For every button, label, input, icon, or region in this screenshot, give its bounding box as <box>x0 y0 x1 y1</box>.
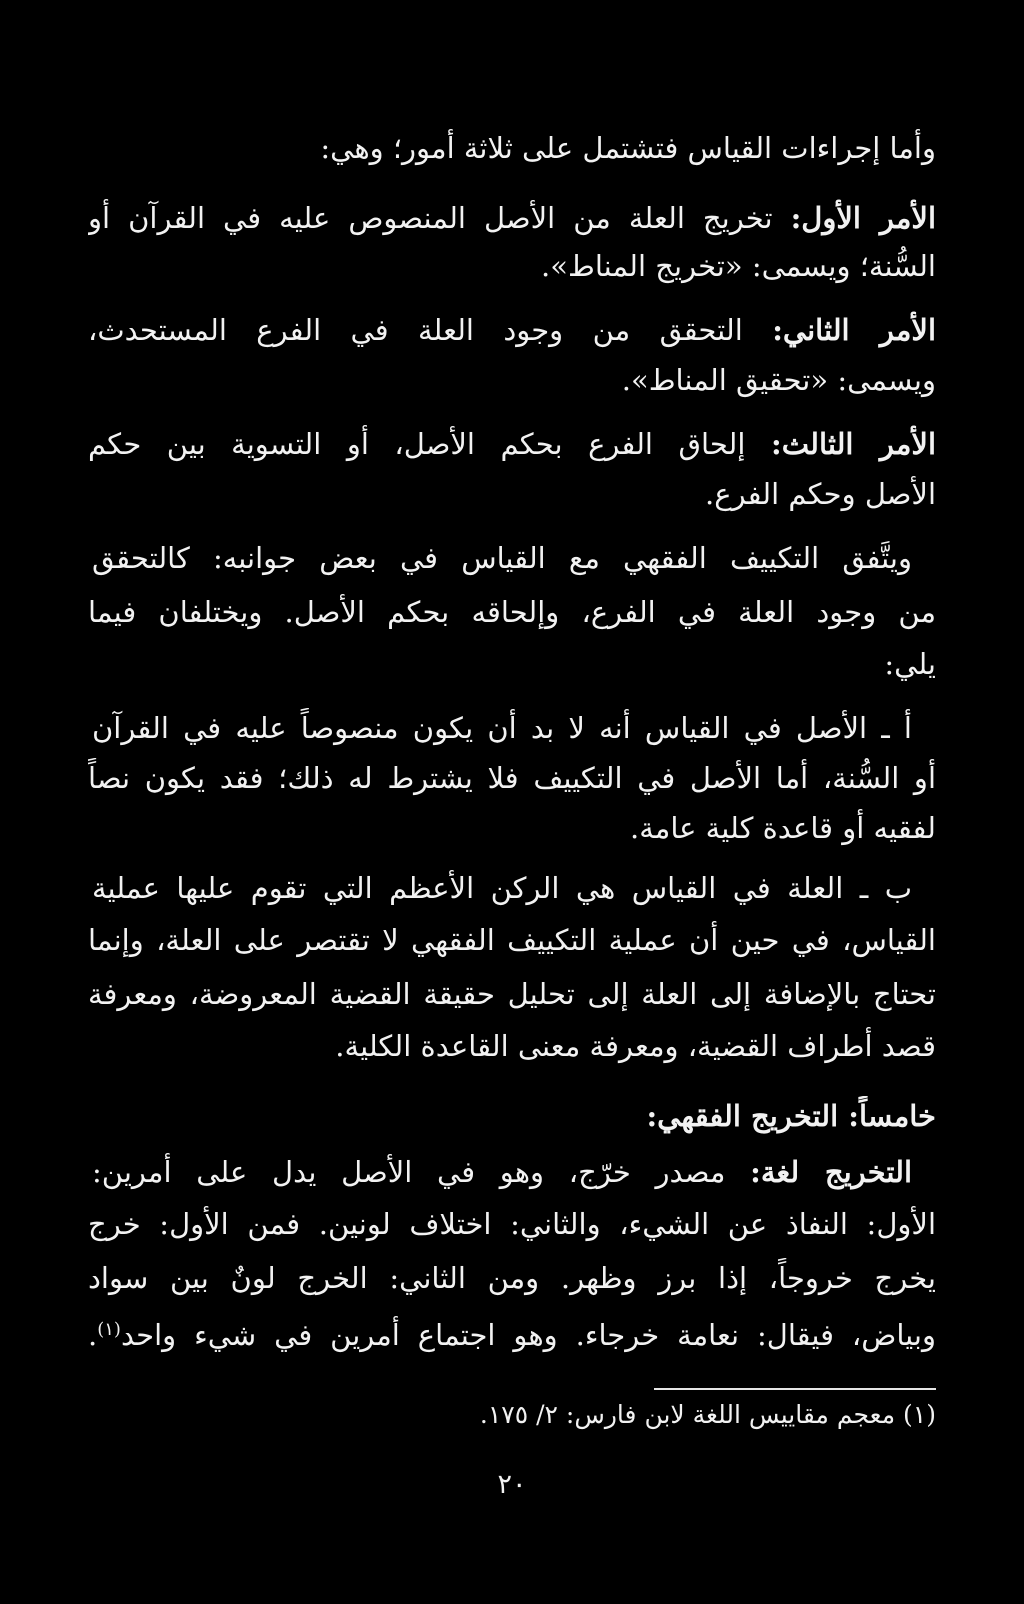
second-matter-line-1 <box>88 310 936 350</box>
third-matter-line-2: الأصل وحكم الفرع. <box>705 477 936 511</box>
definition-label: التخريج لغة: <box>750 1155 912 1189</box>
item-a-line: أو السُّنة، أما الأصل في التكييف فلا يشترط له ذلك؛ فقد يكون نصاً <box>88 761 936 795</box>
footnote-separator <box>654 1388 936 1390</box>
third-matter-label: الأمر الثالث: <box>770 427 936 461</box>
paragraph-line: من وجود العلة في الفرع، وإلحاقه بحكم الأصل. ويختلفان فيما <box>88 595 936 629</box>
footnote-marker: (١) <box>97 1319 121 1340</box>
item-a-line: لفقيه أو قاعدة كلية عامة. <box>630 811 936 845</box>
first-matter-label: الأمر الأول: <box>790 201 936 235</box>
intro-line: وأما إجراءات القياس فتشتمل على ثلاثة أمور؛ وهي: <box>320 131 936 165</box>
third-matter-line-1 <box>88 424 936 464</box>
definition-line: الأول: النفاذ عن الشيء، والثاني: اختلاف لونين. فمن الأول: خرج <box>88 1207 936 1241</box>
item-b-line: قصد أطراف القضية، ومعرفة معنى القاعدة الكلية. <box>335 1029 936 1063</box>
definition-line-4 <box>88 1310 936 1355</box>
section-heading: خامساً: التخريج الفقهي: <box>646 1099 936 1133</box>
second-matter-line-2: ويسمى: «تحقيق المناط». <box>621 363 936 397</box>
paragraph-line: ويتَّفق التكييف الفقهي مع القياس في بعض جوانبه: كالتحقق <box>92 541 912 575</box>
second-matter-label: الأمر الثاني: <box>772 313 936 347</box>
definition-text-4: وبياض، فيقال: نعامة خرجاء. وهو اجتماع أمرين في شيء واحد <box>120 1318 936 1352</box>
sentence-period: . <box>88 1318 98 1352</box>
paragraph-line: يلي: <box>884 647 936 681</box>
item-b-line: القياس، في حين أن عملية التكييف الفقهي لا تقتصر على العلة، وإنما <box>88 923 936 957</box>
item-b-line: ب ـ العلة في القياس هي الركن الأعظم التي تقوم عليها عملية <box>92 871 912 905</box>
third-matter-text: إلحاق الفرع بحكم الأصل، أو التسوية بين حكم <box>88 427 746 461</box>
definition-text: مصدر خرّج، وهو في الأصل يدل على أمرين: <box>92 1155 726 1189</box>
first-matter-line-2: السُّنة؛ ويسمى: «تخريج المناط». <box>541 249 936 283</box>
footnote: (١) معجم مقاييس اللغة لابن فارس: ٢/ ١٧٥. <box>479 1400 936 1429</box>
item-a-line: أ ـ الأصل في القياس أنه لا بد أن يكون منصوصاً عليه في القرآن <box>92 711 912 745</box>
definition-line-1 <box>92 1152 912 1192</box>
second-matter-text: التحقق من وجود العلة في الفرع المستحدث، <box>88 313 743 347</box>
first-matter-line-1 <box>88 198 936 238</box>
item-b-line: تحتاج بالإضافة إلى العلة إلى تحليل حقيقة القضية المعروضة، ومعرفة <box>88 977 936 1011</box>
first-matter-text: تخريج العلة من الأصل المنصوص عليه في القرآن أو <box>88 201 773 235</box>
page-number: ٢٠ <box>497 1469 527 1500</box>
definition-line: يخرج خروجاً، إذا برز وظهر. ومن الثاني: الخرج لونٌ بين سواد <box>88 1261 936 1295</box>
